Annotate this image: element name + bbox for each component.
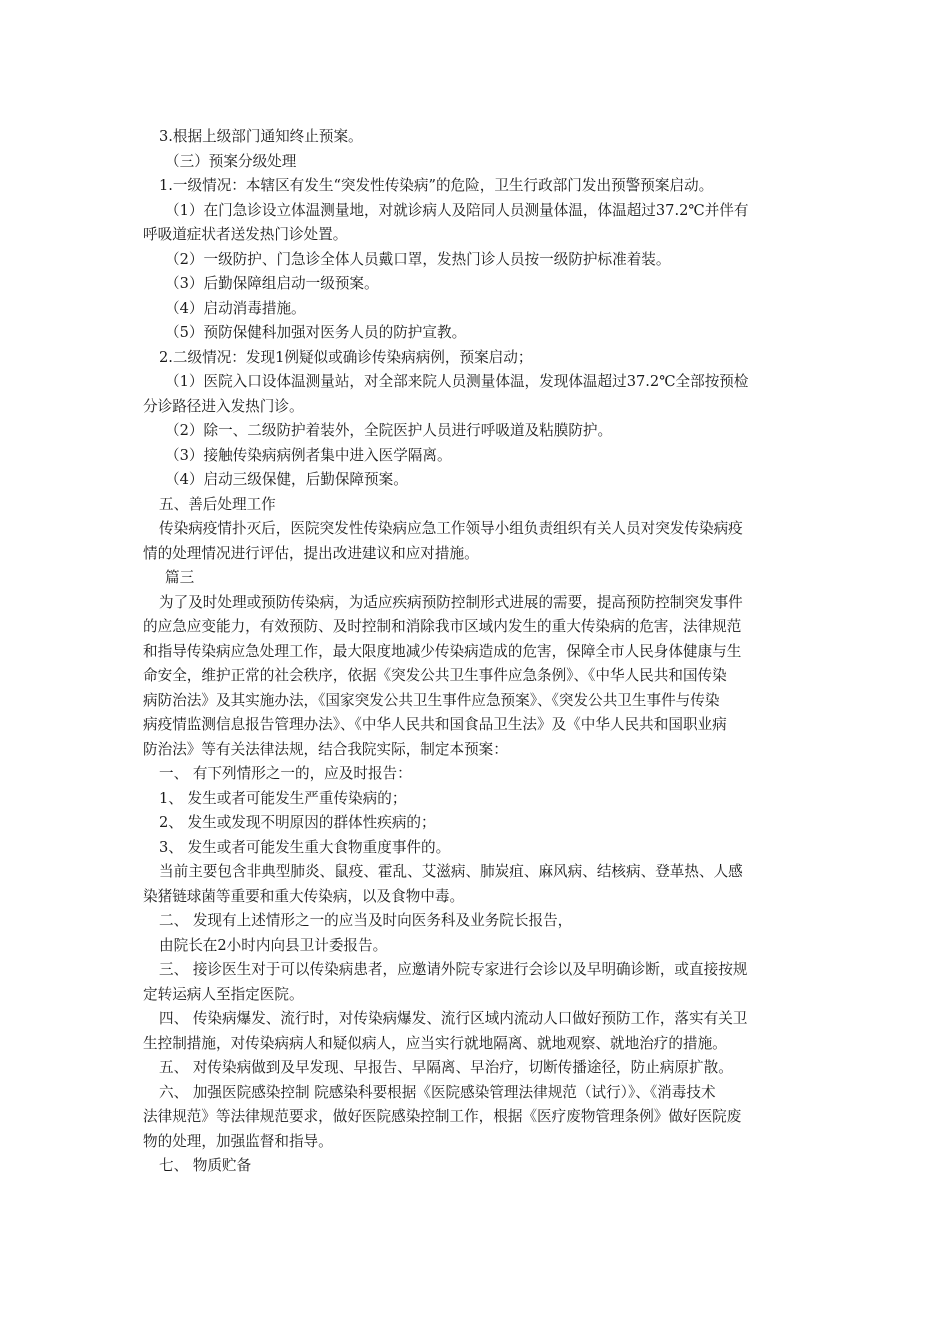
text-line: （4）启动三级保健，后勤保障预案。: [165, 471, 408, 488]
text-line: （1）医院入口设体温测量站，对全部来院人员测量体温，发现体温超过37.2℃全部按预检: [165, 373, 749, 390]
text-line: 2、 发生或发现不明原因的群体性疾病的；: [159, 814, 436, 831]
text-line: 染猪链球菌等重要和重大传染病，以及食物中毒。: [143, 887, 465, 905]
text-line: 五、 对传染病做到及早发现、早报告、早隔离、早治疗，切断传播途径，防止病原扩散。: [159, 1059, 733, 1076]
text-line: 命安全，维护正常的社会秩序，依据《突发公共卫生事件应急条例》、《中华人民共和国传染: [143, 667, 727, 684]
text-line: 为了及时处理或预防传染病，为适应疾病预防控制形式进展的需要，提高预防控制突发事件: [159, 593, 743, 611]
text-line: （5）预防保健科加强对医务人员的防护宣教。: [165, 324, 467, 341]
text-line: 物的处理，加强监督和指导。: [143, 1132, 333, 1150]
document-body: [143, 125, 813, 1179]
text-line: 情的处理情况进行评估，提出改进建议和应对措施。: [143, 544, 479, 562]
text-line: 五、善后处理工作: [159, 495, 276, 513]
text-line: 定转运病人至指定医院。: [143, 985, 304, 1003]
text-line: （2）一级防护、门急诊全体人员戴口罩，发热门诊人员按一级防护标准着装。: [165, 250, 671, 268]
text-line: 2.二级情况：发现1例疑似或确诊传染病病例，预案启动；: [159, 348, 533, 366]
text-line: 病疫情监测信息报告管理办法》、《中华人民共和国食品卫生法》及《中华人民共和国职业病: [143, 716, 727, 733]
text-line: 病防治法》及其实施办法，《国家突发公共卫生事件应急预案》、《突发公共卫生事件与传染: [143, 691, 720, 709]
text-line: 的应急应变能力，有效预防、及时控制和消除我市区域内发生的重大传染病的危害，法律规范: [143, 618, 742, 635]
text-line: （1）在门急诊设立体温测量地，对就诊病人及陪同人员测量体温，体温超过37.2℃并伴有: [165, 201, 749, 219]
text-line: （3）接触传染病病例者集中进入医学隔离。: [165, 446, 452, 464]
text-line: （4）启动消毒措施。: [165, 299, 306, 317]
text-line: 法律规范》等法律规范要求，做好医院感染控制工作，根据《医疗废物管理条例》做好医院废: [143, 1108, 742, 1125]
text-line: 和指导传染病应急处理工作，最大限度地减少传染病造成的危害，保障全市人民身体健康与生: [143, 642, 742, 660]
text-line: 3.根据上级部门通知终止预案。: [159, 128, 363, 145]
text-line: 呼吸道症状者送发热门诊处置。: [143, 226, 348, 243]
text-line: 二、 发现有上述情形之一的应当及时向医务科及业务院长报告，: [159, 912, 573, 929]
text-line: （3）后勤保障组启动一级预案。: [165, 275, 379, 292]
text-line: 分诊路径进入发热门诊。: [143, 397, 304, 415]
text-line: 篇三: [165, 569, 195, 586]
text-line: 1.一级情况：本辖区有发生“突发性传染病”的危险，卫生行政部门发出预警预案启动。: [159, 177, 714, 194]
text-line: （三）预案分级处理: [165, 152, 297, 170]
text-line: 生控制措施，对传染病病人和疑似病人，应当实行就地隔离、就地观察、就地治疗的措施。: [143, 1034, 727, 1052]
text-line: 四、 传染病爆发、流行时，对传染病爆发、流行区域内流动人口做好预防工作，落实有关卫: [159, 1010, 748, 1027]
text-line: 3、 发生或者可能发生重大食物重度事件的。: [159, 838, 451, 856]
text-line: 三、 接诊医生对于可以传染病患者，应邀请外院专家进行会诊以及早明确诊断，或直接按规: [159, 961, 748, 978]
text-line: 七、 物质贮备: [159, 1157, 252, 1174]
text-line: 当前主要包含非典型肺炎、鼠疫、霍乱、艾滋病、肺炭疽、麻风病、结核病、登革热、人感: [159, 863, 743, 880]
text-line: 一、 有下列情形之一的，应及时报告：: [159, 765, 412, 782]
text-line: 传染病疫情扑灭后，医院突发性传染病应急工作领导小组负责组织有关人员对突发传染病疫: [159, 520, 743, 537]
text-line: （2）除一、二级防护着装外，全院医护人员进行呼吸道及粘膜防护。: [165, 422, 613, 439]
text-line: 1、 发生或者可能发生严重传染病的；: [159, 789, 407, 807]
text-line: 六、 加强医院感染控制 院感染科要根据《医院感染管理法律规范（试行）》、《消毒技术: [159, 1083, 716, 1101]
text-line: 由院长在2小时内向县卫计委报告。: [159, 936, 388, 954]
text-line: 防治法》等有关法律法规，结合我院实际，制定本预案：: [143, 740, 508, 758]
